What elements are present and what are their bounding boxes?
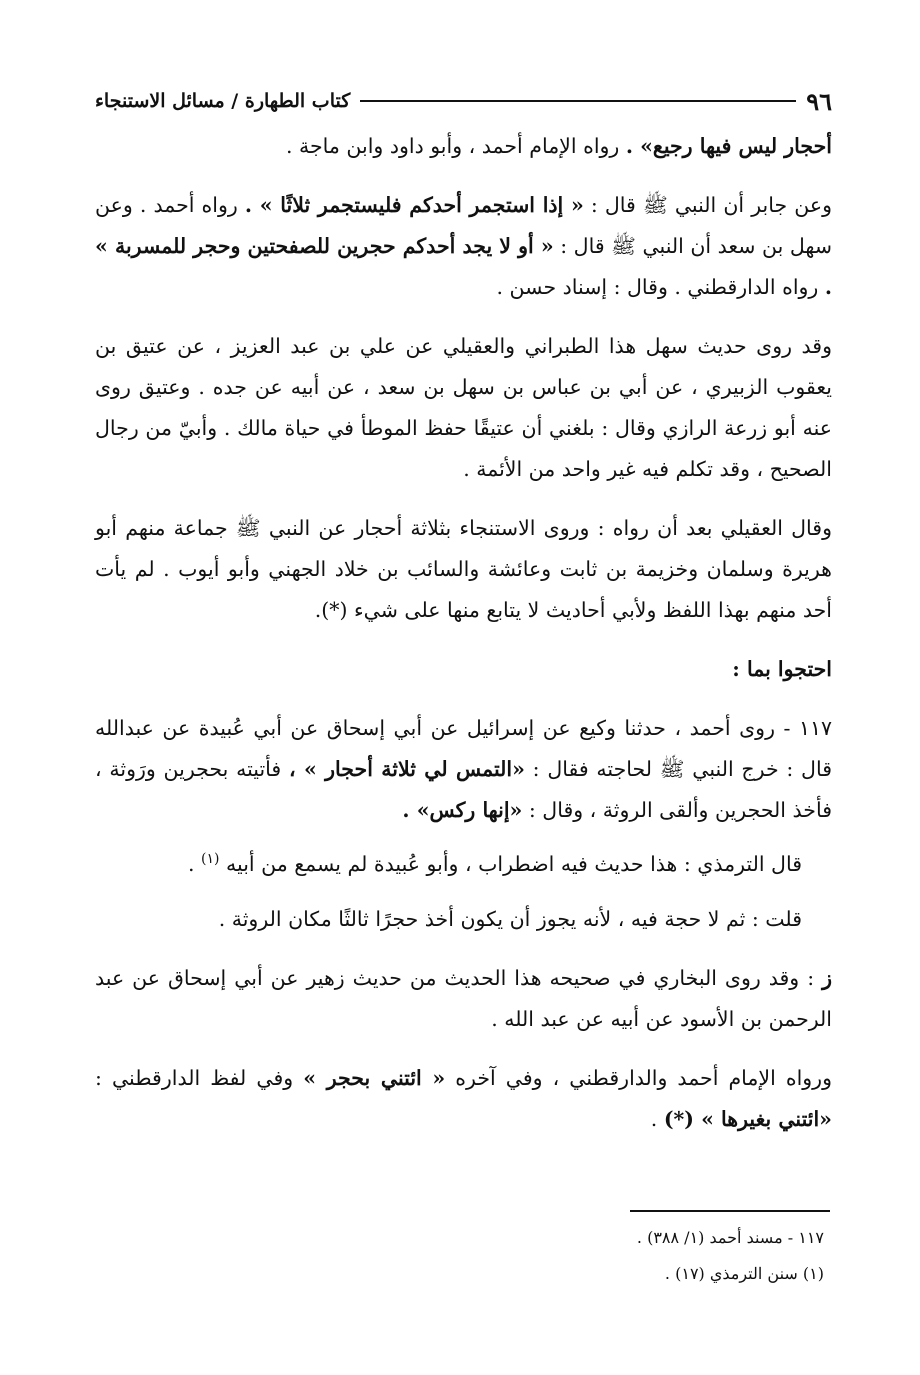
header-rule: [360, 100, 796, 102]
hadith-quote-2: « أو لا يجد أحدكم حجرين للصفحتين وحجر للمسربة » .: [95, 234, 832, 299]
page-number: ٩٦: [806, 86, 832, 116]
paragraph-text: وعن جابر أن النبي ﷺ قال :: [583, 193, 832, 217]
page-body: [95, 126, 832, 1140]
footnote-ref: (١): [201, 851, 220, 867]
section-label: احتجوا بما :: [732, 657, 832, 681]
paragraph-3: وقد روى حديث سهل هذا الطبراني والعقيلي عن علي بن عبد العزيز ، عن عتيق بن يعقوب الزبيري ، عن أبي بن عباس بن سهل بن سعد ، عن أبيه عن جده . وعتيق روى عنه أبو زرعة الرازي وقال : بلغني أن عتيقًا حفظ الموطأ في حياة مالك . وأبيّ من رجال الصحيح ، وقد تكلم فيه غير واحد من الأئمة .: [95, 334, 832, 481]
paragraph-4: وقال العقيلي بعد أن رواه : وروى الاستنجاء بثلاثة أحجار عن النبي ﷺ جماعة منهم أبو هريرة وسلمان وخزيمة بن ثابت وعائشة والسائب بن خلاد الجهني وأبو أيوب . لم يأت أحد منهم بهذا اللفظ ولأبي أحاديث لا يتابع منها على شيء (*).: [95, 516, 832, 622]
paragraph-8: [95, 958, 832, 1040]
hadith-quote-1: «التمس لي ثلاثة أحجار » ،: [288, 757, 525, 781]
footnote-117: ١١٧ - مسند أحمد (١/ ٣٨٨) .: [636, 1228, 824, 1247]
hadith-quote-1: « إذا استجمر أحدكم فليستجمر ثلاثًا » .: [244, 193, 584, 217]
quote-text: أحجار ليس فيها رجيع» .: [625, 134, 832, 158]
footnote-1: (١) سنن الترمذي (١٧) .: [664, 1264, 824, 1283]
paragraph-9: ورواه الإمام أحمد والدارقطني ، وفي آخره « ائتني بحجر » وفي لفظ الدارقطني : «ائتني بغيرها » (*) .: [95, 1065, 832, 1131]
paragraph-6: قال الترمذي : هذا حديث فيه اضطراب ، وأبو عُبيدة لم يسمع من أبيه $^{(١)}$ .: [188, 851, 802, 876]
footnote-rule: [630, 1210, 830, 1212]
paragraph-5: [95, 708, 832, 831]
running-title: كتاب الطهارة / مسائل الاستنجاء: [95, 90, 351, 112]
paragraph-text: : وقد روى البخاري في صحيحه هذا الحديث من حديث زهير عن أبي إسحاق عن عبد الرحمن بن الأسود عن أبيه عن عبد الله .: [95, 965, 832, 1031]
paragraph-text: فأتيته بحجرين ورَوثة ، فأخذ الحجرين وألقى الروثة ، وقال :: [95, 757, 832, 822]
hadith-quote-2: «إنها ركس» .: [402, 798, 523, 822]
paragraph-1: [95, 126, 832, 167]
paragraph-text: رواه الإمام أحمد ، وأبو داود وابن ماجة .: [285, 134, 626, 158]
hadith-quote-2: «ائتني بغيرها » (*): [663, 1106, 832, 1131]
paragraph-text: وفي لفظ الدارقطني :: [95, 1065, 304, 1090]
paragraph-2: [95, 185, 832, 308]
paragraph-text: رواه الدارقطني . وقال : إسناد حسن .: [496, 275, 825, 299]
page-header: [95, 84, 832, 118]
paragraph-7: قلت : ثم لا حجة فيه ، لأنه يجوز أن يكون أخذ حجرًا ثالثًا مكان الروثة .: [218, 906, 802, 931]
editor-mark: ز: [822, 965, 832, 990]
paragraph-text: ١١٧ - روى أحمد ، حدثنا وكيع عن إسرائيل عن أبي إسحاق عن أبي عُبيدة عن عبدالله قال : خرج النبي ﷺ لحاجته فقال :: [95, 716, 832, 781]
paragraph-text: رواه أحمد . وعن سهل بن سعد أن النبي ﷺ قال :: [95, 193, 833, 258]
paragraph-text: قال الترمذي : هذا حديث فيه اضطراب ، وأبو عُبيدة لم يسمع من أبيه: [226, 851, 802, 876]
footnotes: [95, 1220, 824, 1292]
hadith-quote-1: « ائتني بحجر »: [303, 1065, 446, 1090]
paragraph-text: ورواه الإمام أحمد والدارقطني ، وفي آخره: [445, 1065, 832, 1090]
